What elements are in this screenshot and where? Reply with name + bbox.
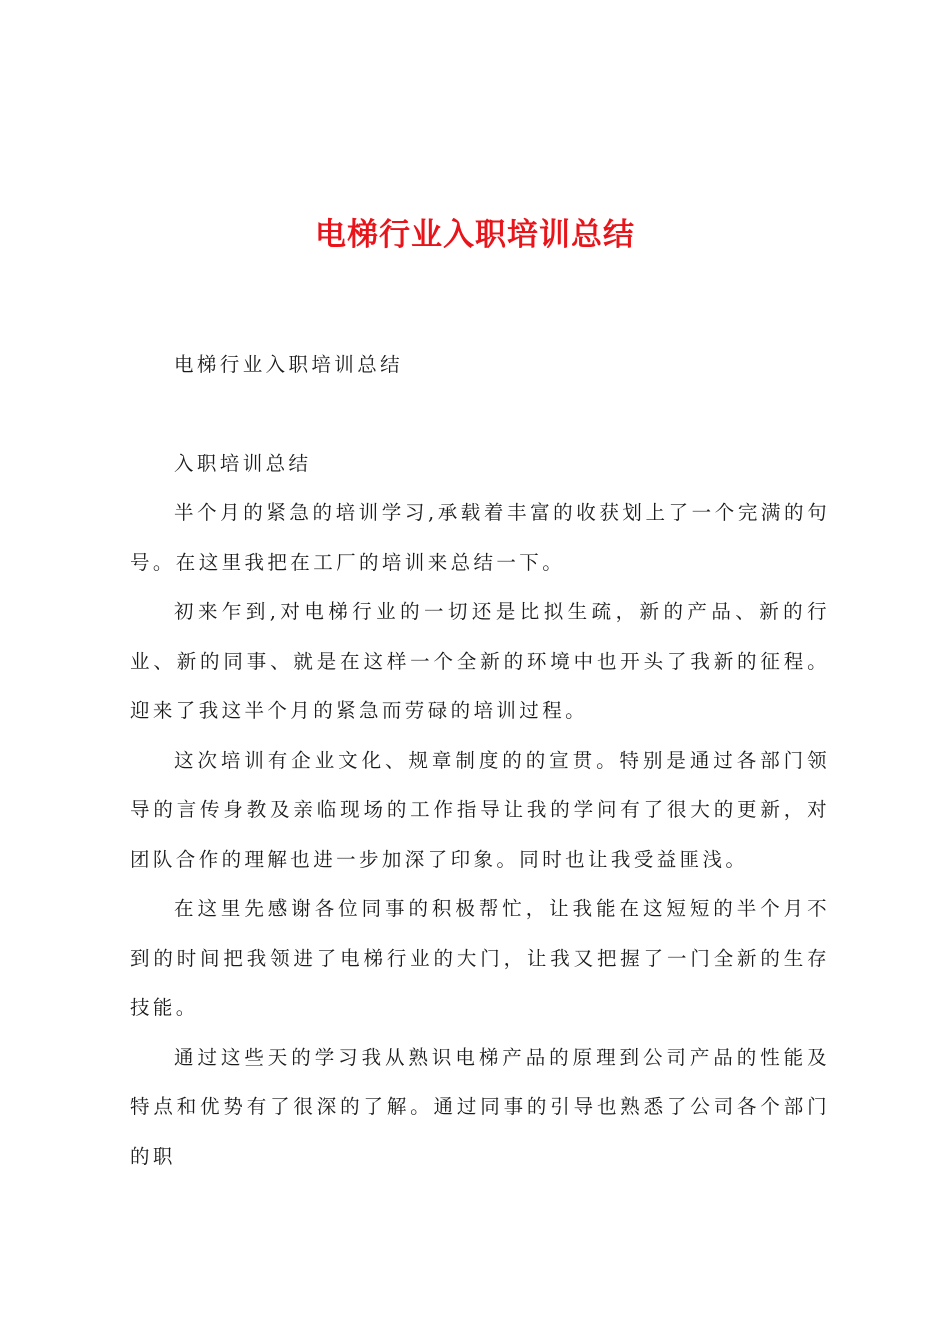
paragraph-4: 在这里先感谢各位同事的积极帮忙，让我能在这短短的半个月不到的时间把我领进了电梯行业的大门，让我又把握了一门全新的生存技能。: [130, 897, 830, 1019]
section-heading: 入职培训总结: [174, 451, 312, 475]
paragraph-5: 通过这些天的学习我从熟识电梯产品的原理到公司产品的性能及特点和优势有了很深的了解。通过同事的引导也熟悉了公司各个部门的职: [130, 1045, 830, 1168]
paragraph-2: 初来乍到,对电梯行业的一切还是比拟生疏，新的产品、新的行业、新的同事、就是在这样一个全新的环境中也开头了我新的征程。迎来了我这半个月的紧急而劳碌的培训过程。: [130, 600, 830, 722]
document-title: 电梯行业入职培训总结: [315, 217, 635, 253]
document-subtitle: 电梯行业入职培训总结: [174, 353, 404, 376]
paragraph-1: 半个月的紧急的培训学习,承载着丰富的收获划上了一个完满的句号。在这里我把在工厂的培训来总结一下。: [130, 501, 830, 574]
document-body: [130, 340, 830, 1181]
paragraph-3: 这次培训有企业文化、规章制度的的宣贯。特别是通过各部门领导的言传身教及亲临现场的工作指导让我的学问有了很大的更新，对团队合作的理解也进一步加深了印象。同时也让我受益匪浅。: [130, 748, 830, 871]
